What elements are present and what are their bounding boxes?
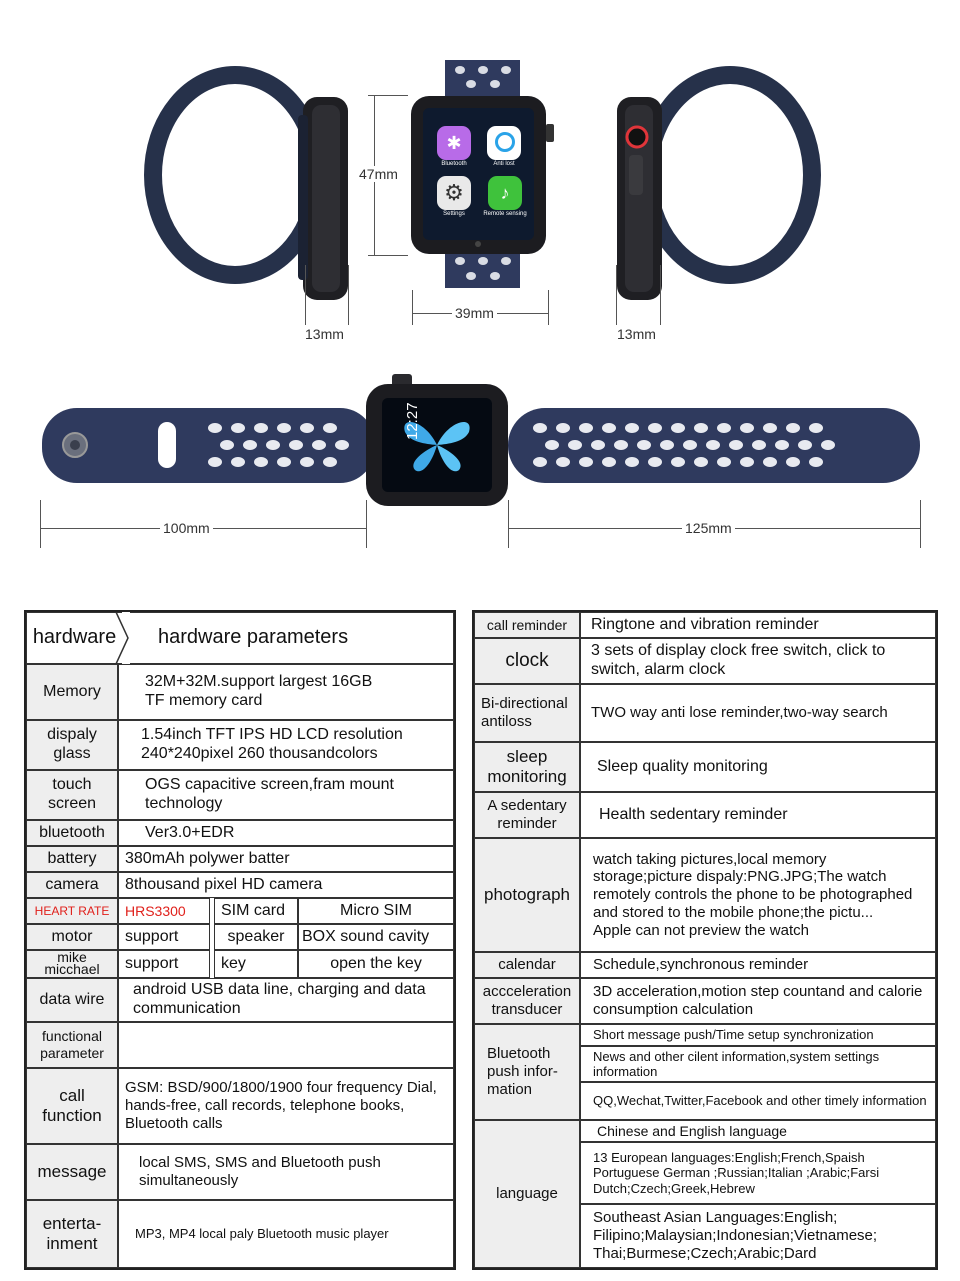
sleep-value: Sleep quality monitoring: [580, 742, 936, 792]
calendar-value: Schedule,synchronous reminder: [580, 952, 936, 978]
key-value: open the key: [298, 950, 454, 978]
app-anti-lost[interactable]: [484, 126, 524, 174]
hardware-title: hardware parameters: [130, 612, 454, 664]
touch-label: touch screen: [26, 770, 118, 820]
app-grid: [428, 120, 534, 226]
app-label: Anti lost: [493, 161, 515, 167]
strap-right-dimension: 125mm: [682, 520, 735, 536]
push-label: Bluetooth push infor-mation: [474, 1024, 580, 1120]
call-reminder-value: Ringtone and vibration reminder: [580, 612, 936, 638]
memory-value: 32M+32M.support largest 16GB TF memory card: [118, 664, 454, 720]
app-bluetooth[interactable]: [436, 126, 472, 174]
language-value-1: Chinese and English language: [580, 1120, 936, 1142]
magnifier-icon: [487, 126, 521, 160]
heart-rate-label: HEART RATE: [26, 898, 118, 924]
language-value-2: 13 European languages:English;French,Spaish Portuguese German ;Russian;Italian ;Arabic;Farsi Dutch;Czech;Greek,Hebrew: [580, 1142, 936, 1204]
clock-value: 3 sets of display clock free switch, click to switch, alarm clock: [580, 638, 936, 684]
motor-value: support: [118, 924, 210, 950]
data-wire-value: android USB data line, charging and data communication: [118, 978, 454, 1022]
functional-value: [118, 1022, 454, 1068]
left-depth-dimension: 13mm: [302, 326, 347, 342]
acceleration-label: accceleration transducer: [474, 978, 580, 1024]
photograph-description: watch taking pictures,local memory storage;picture dispaly:PNG.JPG;The watch remotely controls the phone to be photographed and stored to the mobile phone;the pictu...: [593, 850, 913, 921]
push-value-2: News and other cilent information,system settings information: [580, 1046, 936, 1082]
display-value: 1.54inch TFT IPS HD LCD resolution 240*240pixel 260 thousandcolors: [118, 720, 454, 770]
clock-label: clock: [474, 638, 580, 684]
flat-watch-time: 12:27: [404, 402, 421, 440]
push-value-3: QQ,Wechat,Twitter,Facebook and other timely information: [580, 1082, 936, 1120]
speaker-value: BOX sound cavity: [298, 924, 454, 950]
mike-label: mike micchael: [26, 950, 118, 978]
app-remote-sensing[interactable]: [480, 176, 530, 224]
message-label: message: [26, 1144, 118, 1200]
battery-label: battery: [26, 846, 118, 872]
entertainment-label: enterta-inment: [26, 1200, 118, 1268]
app-label: Remote sensing: [483, 211, 527, 217]
sim-label: SIM card: [214, 898, 298, 924]
right-depth-dimension: 13mm: [614, 326, 659, 342]
hardware-tag: hardware: [26, 612, 122, 664]
strap-left-dimension: 100mm: [160, 520, 213, 536]
bell-icon: ♪: [488, 176, 522, 210]
width-dimension: 39mm: [452, 305, 497, 321]
call-label: call function: [26, 1068, 118, 1144]
bluetooth-label: bluetooth: [26, 820, 118, 846]
anti-loss-label: Bi-directional antiloss: [474, 684, 580, 742]
memory-label: Memory: [26, 664, 118, 720]
sedentary-value: Health sedentary reminder: [580, 792, 936, 838]
touch-value: OGS capacitive screen,fram mount technology: [118, 770, 454, 820]
functional-label: functional parameter: [26, 1022, 118, 1068]
sim-value: Micro SIM: [298, 898, 454, 924]
speaker-label: speaker: [214, 924, 298, 950]
display-label: dispaly glass: [26, 720, 118, 770]
camera-label: camera: [26, 872, 118, 898]
push-value-1: Short message push/Time setup synchronization: [580, 1024, 936, 1046]
heart-rate-value: HRS3300: [118, 898, 210, 924]
function-spec-table: [472, 610, 938, 1270]
bluetooth-icon: ✱: [437, 126, 471, 160]
app-label: Settings: [443, 211, 465, 217]
call-value: GSM: BSD/900/1800/1900 four frequency Dial, hands-free, call records, telephone books, Bluetooth calls: [118, 1068, 454, 1144]
motor-label: motor: [26, 924, 118, 950]
app-settings[interactable]: [436, 176, 472, 224]
photograph-label: photograph: [474, 838, 580, 952]
photograph-note: Apple can not preview the watch: [593, 921, 809, 939]
key-label: key: [214, 950, 298, 978]
mike-value: support: [118, 950, 210, 978]
message-value: local SMS, SMS and Bluetooth push simultaneously: [118, 1144, 454, 1200]
height-dimension: 47mm: [356, 166, 401, 182]
gear-icon: ⚙: [437, 176, 471, 210]
hardware-spec-table: [24, 610, 456, 1270]
watch-side-view-right: [605, 60, 825, 320]
watch-side-view-left: [140, 60, 360, 320]
camera-value: 8thousand pixel HD camera: [118, 872, 454, 898]
sedentary-label: A sedentary reminder: [474, 792, 580, 838]
anti-loss-value: TWO way anti lose reminder,two-way search: [580, 684, 936, 742]
acceleration-value: 3D acceleration,motion step countand and calorie consumption calculation: [580, 978, 936, 1024]
bluetooth-value: Ver3.0+EDR: [118, 820, 454, 846]
data-wire-label: data wire: [26, 978, 118, 1022]
call-reminder-label: call reminder: [474, 612, 580, 638]
watch-flat-view: [40, 370, 925, 510]
calendar-label: calendar: [474, 952, 580, 978]
photograph-value: [580, 838, 936, 952]
entertainment-value: MP3, MP4 local paly Bluetooth music player: [118, 1200, 454, 1268]
language-label: language: [474, 1120, 580, 1268]
battery-value: 380mAh polywer batter: [118, 846, 454, 872]
sleep-label: sleep monitoring: [474, 742, 580, 792]
app-label: Bluetooth: [441, 161, 467, 167]
language-value-3: Southeast Asian Languages:English; Filipino;Malaysian;Indonesian;Vietnamese; Thai;Burmese;Czech;Arabic;Dard: [580, 1204, 936, 1268]
